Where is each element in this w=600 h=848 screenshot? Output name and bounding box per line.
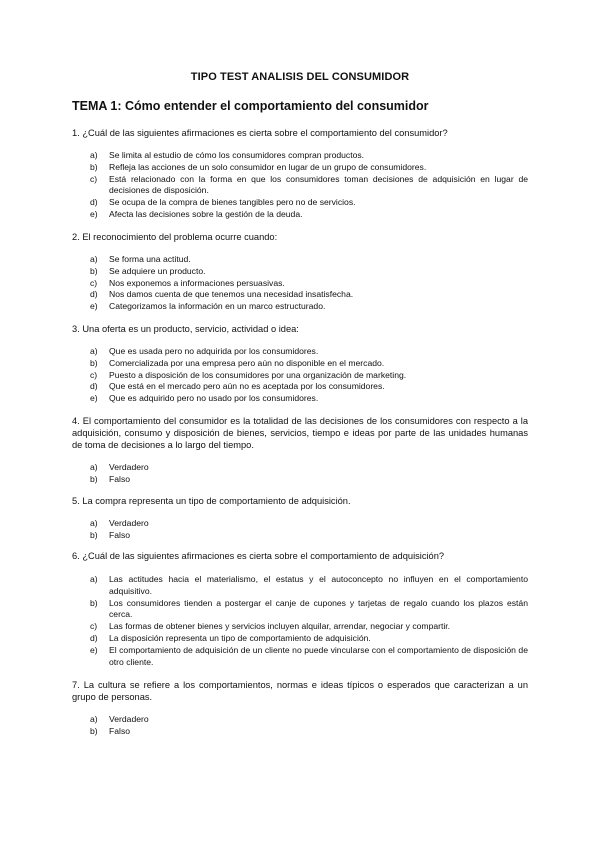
section-heading: TEMA 1: Cómo entender el comportamiento del consumidor xyxy=(72,99,429,113)
option-letter: c) xyxy=(90,369,98,380)
option xyxy=(90,301,528,313)
option xyxy=(90,197,528,209)
option-text: La disposición representa un tipo de comportamiento de adquisición. xyxy=(109,632,371,643)
option-letter: a) xyxy=(90,574,98,584)
option-text: Refleja las acciones de un solo consumidor en lugar de un grupo de consumidores. xyxy=(109,161,427,172)
option xyxy=(90,381,528,393)
option-text: Falso xyxy=(109,725,131,736)
option xyxy=(90,474,528,486)
question-3-options xyxy=(90,346,528,405)
option-text: Falso xyxy=(109,473,131,484)
option xyxy=(90,162,528,174)
option xyxy=(90,645,528,669)
option-letter: d) xyxy=(90,197,98,208)
option-text: Que está en el mercado pero aún no es aceptada por los consumidores. xyxy=(109,381,385,392)
option xyxy=(90,358,528,370)
option-letter: e) xyxy=(90,393,98,404)
question-7-options xyxy=(90,714,528,738)
option xyxy=(90,278,528,290)
question-6-options xyxy=(90,574,528,668)
document-title: TIPO TEST ANALISIS DEL CONSUMIDOR xyxy=(190,71,410,83)
option-letter: b) xyxy=(90,357,98,368)
option-text: Nos damos cuenta de que tenemos una necesidad insatisfecha. xyxy=(109,289,354,300)
question-3: 3. Una oferta es un producto, servicio, actividad o idea: xyxy=(72,324,299,334)
question-6: 6. ¿Cuál de las siguientes afirmaciones es cierta sobre el comportamiento de adquisición? xyxy=(72,551,445,561)
question-4: 4. El comportamiento del consumidor es la totalidad de las decisiones de los consumidores con respecto a la adquisición, consumo y disposición de bienes, servicios, tiempo e ideas por parte de las unidades humanas de toma de decisiones a lo largo del tiempo. xyxy=(72,416,528,450)
question-4-options xyxy=(90,462,528,486)
option-text: Categorizamos la información en un marco estructurado. xyxy=(109,301,326,312)
question-5-options xyxy=(90,518,528,542)
option xyxy=(90,174,528,198)
option-letter: a) xyxy=(90,714,98,724)
option-letter: b) xyxy=(90,529,98,540)
option-text: Verdadero xyxy=(109,462,149,472)
option xyxy=(90,633,528,645)
option-letter: a) xyxy=(90,254,98,264)
option xyxy=(90,209,528,221)
option-text: Está relacionado con la forma en que los consumidores toman decisiones de adquisición en lugar de decisiones de disposición. xyxy=(109,173,528,196)
option-letter: c) xyxy=(90,621,98,632)
option-text: Los consumidores tienden a postergar el canje de cupones y tarjetas de regalo cuando los plazos están cerca. xyxy=(109,597,528,620)
option xyxy=(90,598,528,622)
option-text: El comportamiento de adquisición de un cliente no puede vincularse con el comportamiento de disposición de otro cliente. xyxy=(109,644,528,667)
option-letter: a) xyxy=(90,518,98,528)
option-text: Que es usada pero no adquirida por los consumidores. xyxy=(109,346,319,356)
option-letter: b) xyxy=(90,725,98,736)
option-letter: e) xyxy=(90,208,98,219)
option-letter: a) xyxy=(90,150,98,160)
option-letter: e) xyxy=(90,301,98,312)
option-letter: b) xyxy=(90,597,98,608)
question-1: 1. ¿Cuál de las siguientes afirmaciones es cierta sobre el comportamiento del consumidor? xyxy=(72,128,448,138)
question-7: 7. La cultura se refiere a los comportamientos, normas e ideas típicos o esperados que caracterizan a un grupo de personas. xyxy=(72,680,528,702)
option xyxy=(90,370,528,382)
option xyxy=(90,346,528,358)
option-text: Que es adquirido pero no usado por los consumidores. xyxy=(109,393,319,404)
option-letter: d) xyxy=(90,632,98,643)
option-text: Las actitudes hacia el materialismo, el estatus y el autoconcepto no influyen en el comportamiento adquisitivo. xyxy=(109,574,528,596)
option xyxy=(90,726,528,738)
option-text: Las formas de obtener bienes y servicios incluyen alquilar, arrendar, negociar y compartir. xyxy=(109,621,451,632)
option-text: Se limita al estudio de cómo los consumidores compran productos. xyxy=(109,150,365,160)
option xyxy=(90,289,528,301)
question-5: 5. La compra representa un tipo de comportamiento de adquisición. xyxy=(72,496,351,506)
question-1-options xyxy=(90,150,528,221)
option-letter: d) xyxy=(90,289,98,300)
option-letter: d) xyxy=(90,381,98,392)
option-text: Se forma una actitud. xyxy=(109,254,191,264)
option-letter: a) xyxy=(90,346,98,356)
option xyxy=(90,266,528,278)
option xyxy=(90,254,528,266)
option xyxy=(90,462,528,474)
option xyxy=(90,150,528,162)
option xyxy=(90,530,528,542)
question-2-options xyxy=(90,254,528,313)
option-text: Se adquiere un producto. xyxy=(109,265,206,276)
option-letter: b) xyxy=(90,473,98,484)
option-text: Falso xyxy=(109,529,131,540)
option-letter: c) xyxy=(90,173,98,184)
option xyxy=(90,393,528,405)
option xyxy=(90,714,528,726)
option-text: Puesto a disposición de los consumidores por una organización de marketing. xyxy=(109,369,407,380)
question-2: 2. El reconocimiento del problema ocurre cuando: xyxy=(72,232,278,242)
option-letter: e) xyxy=(90,644,98,655)
option-text: Comercializada por una empresa pero aún no disponible en el mercado. xyxy=(109,357,385,368)
option-text: Verdadero xyxy=(109,518,149,528)
option-letter: c) xyxy=(90,277,98,288)
option-text: Afecta las decisiones sobre la gestión de la deuda. xyxy=(109,208,303,219)
option-letter: b) xyxy=(90,161,98,172)
option-text: Verdadero xyxy=(109,714,149,724)
option xyxy=(90,621,528,633)
option xyxy=(90,574,528,598)
option xyxy=(90,518,528,530)
option-letter: a) xyxy=(90,462,98,472)
option-text: Se ocupa de la compra de bienes tangibles pero no de servicios. xyxy=(109,197,356,208)
option-letter: b) xyxy=(90,265,98,276)
option-text: Nos exponemos a informaciones persuasivas. xyxy=(109,277,285,288)
